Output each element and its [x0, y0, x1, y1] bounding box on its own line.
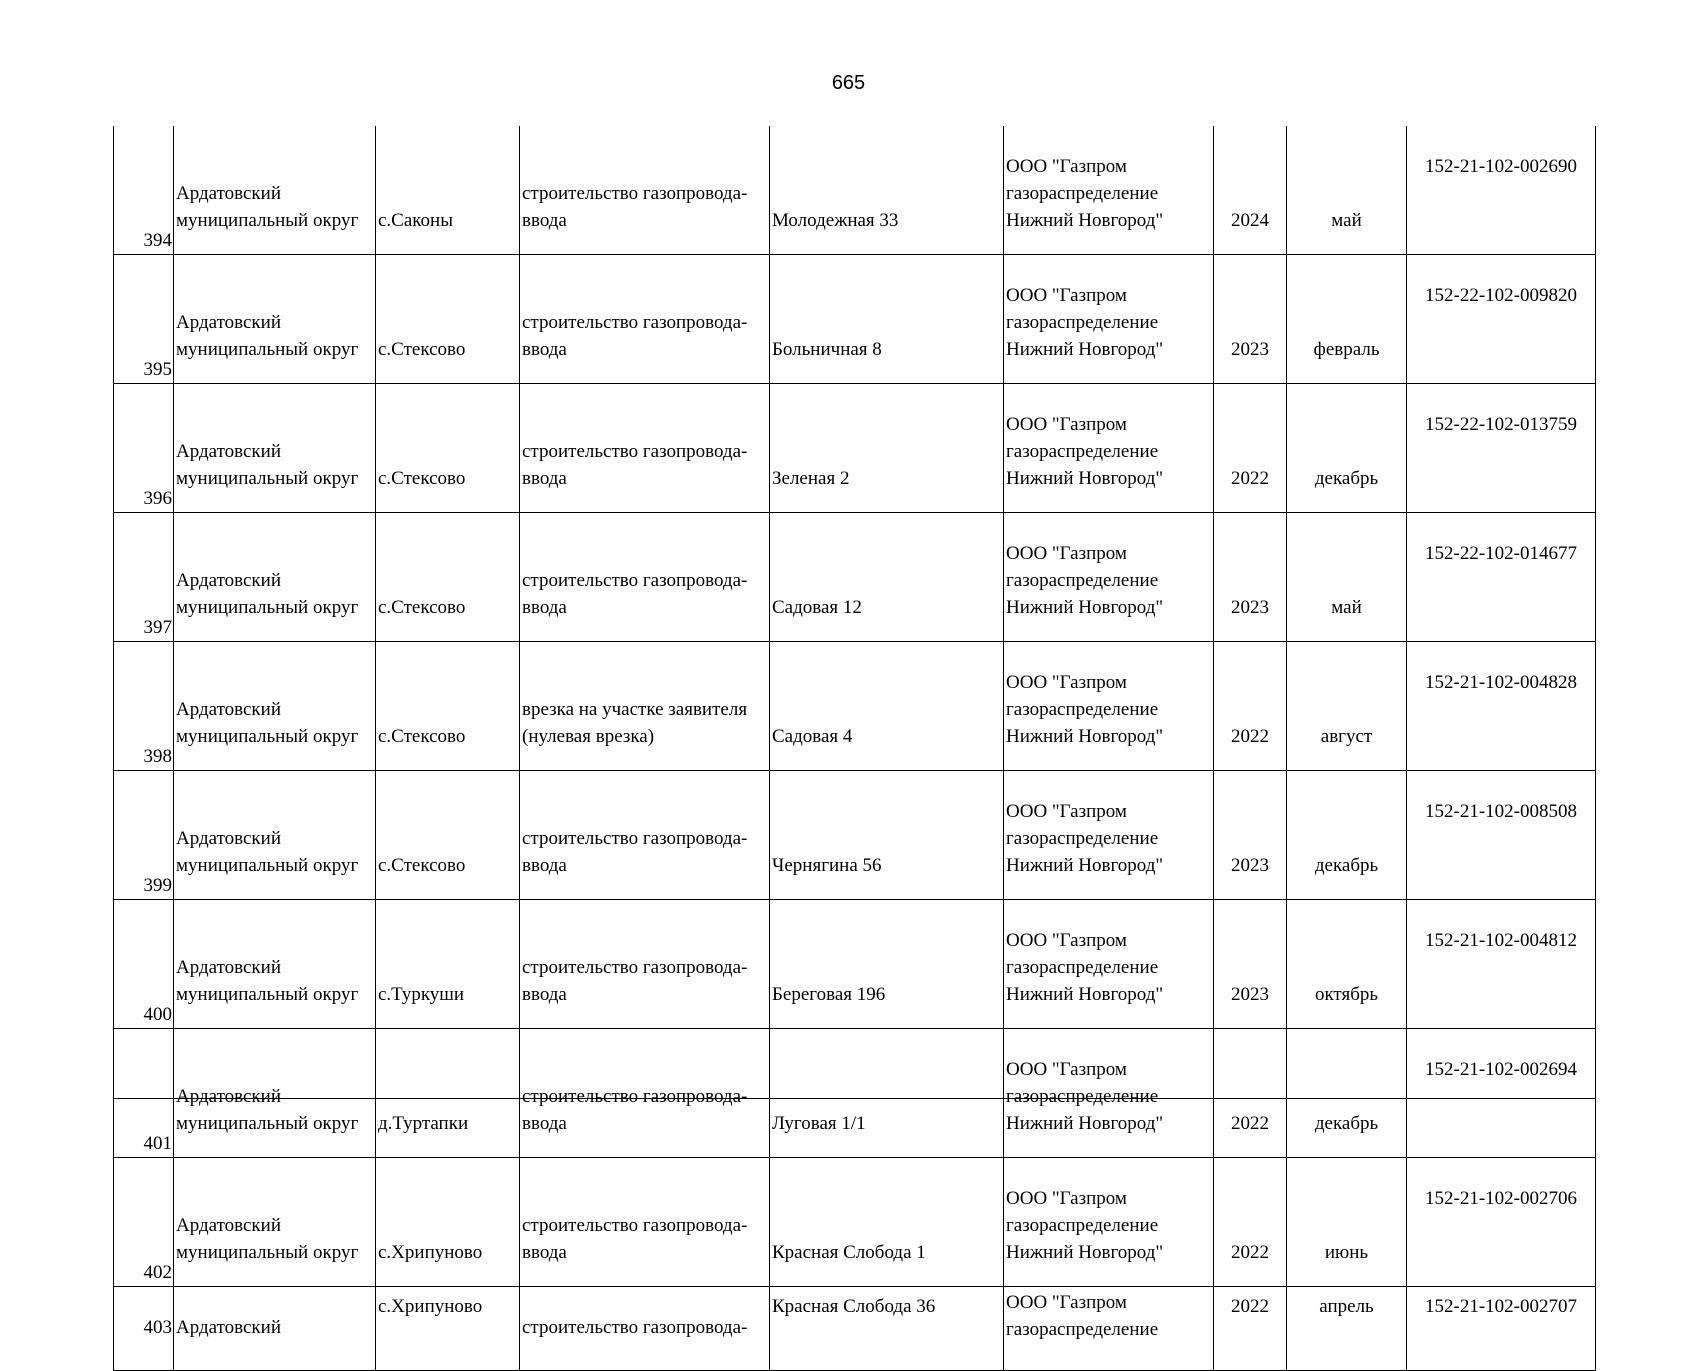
work-type-line-1: строительство газопровода- — [522, 1317, 748, 1338]
organization-line-1: ООО "Газпром — [1006, 801, 1127, 822]
table-row — [114, 513, 1596, 642]
work-type-cell — [520, 384, 770, 513]
table-row — [114, 384, 1596, 513]
application-code-cell: 152-21-102-004828 — [1407, 642, 1596, 771]
work-type-line-2: ввода — [522, 855, 567, 876]
organization-line-3: Нижний Новгород" — [1006, 339, 1164, 360]
address-cell: Молодежная 33 — [770, 126, 1004, 255]
organization-line-1: ООО "Газпром — [1006, 156, 1127, 177]
organization-cell — [1004, 513, 1214, 642]
organization-line-1: ООО "Газпром — [1006, 930, 1127, 951]
organization-line-2: газораспределение — [1006, 1319, 1159, 1340]
settlement-cell: с.Хрипуново — [376, 1287, 520, 1371]
address-cell: Береговая 196 — [770, 900, 1004, 1029]
year-cell: 2022 — [1214, 1287, 1287, 1371]
organization-line-3: Нижний Новгород" — [1006, 468, 1164, 489]
organization-cell — [1004, 1287, 1214, 1371]
month-cell: декабрь — [1287, 384, 1407, 513]
organization-cell — [1004, 255, 1214, 384]
work-type-cell — [520, 642, 770, 771]
row-number: 398 — [114, 642, 174, 771]
address-cell: Красная Слобода 36 — [770, 1287, 1004, 1371]
municipality-line-2: муниципальный округ — [176, 339, 359, 360]
municipality-line-2: муниципальный округ — [176, 468, 359, 489]
work-type-cell — [520, 771, 770, 900]
work-type-cell — [520, 126, 770, 255]
municipality-cell — [174, 900, 376, 1029]
page-number: 665 — [831, 72, 866, 94]
table-row — [114, 771, 1596, 900]
work-type-cell — [520, 900, 770, 1029]
work-type-line-2: ввода — [522, 1113, 567, 1134]
work-type-line-1: строительство газопровода- — [522, 957, 748, 978]
settlement-cell: с.Стексово — [376, 513, 520, 642]
municipality-line-1: Ардатовский — [176, 1215, 281, 1236]
organization-cell — [1004, 384, 1214, 513]
municipality-cell — [174, 126, 376, 255]
work-type-line-2: ввода — [522, 339, 567, 360]
table-row — [114, 1158, 1596, 1287]
organization-line-3: Нижний Новгород" — [1006, 1113, 1164, 1134]
municipality-line-2: муниципальный округ — [176, 1242, 359, 1263]
municipality-line-1: Ардатовский — [176, 828, 281, 849]
organization-line-3: Нижний Новгород" — [1006, 855, 1164, 876]
work-type-line-1: строительство газопровода- — [522, 1215, 748, 1236]
month-cell: май — [1287, 126, 1407, 255]
row-number: 399 — [114, 771, 174, 900]
settlement-cell: д.Туртапки — [376, 1029, 520, 1158]
work-type-cell — [520, 1287, 770, 1371]
data-table — [113, 126, 1596, 1371]
work-type-line-1: врезка на участке заявителя — [522, 699, 748, 720]
municipality-line-2: муниципальный округ — [176, 210, 359, 231]
organization-line-1: ООО "Газпром — [1006, 285, 1127, 306]
application-code-cell: 152-21-102-002706 — [1407, 1158, 1596, 1287]
month-cell: декабрь — [1287, 771, 1407, 900]
organization-cell — [1004, 642, 1214, 771]
settlement-cell: с.Саконы — [376, 126, 520, 255]
work-type-cell — [520, 513, 770, 642]
table-row — [114, 900, 1596, 1029]
address-cell: Чернягина 56 — [770, 771, 1004, 900]
row-number: 395 — [114, 255, 174, 384]
address-cell: Красная Слобода 1 — [770, 1158, 1004, 1287]
application-code-cell: 152-21-102-002707 — [1407, 1287, 1596, 1371]
municipality-line-2: муниципальный округ — [176, 1113, 359, 1134]
organization-line-2: газораспределение — [1006, 570, 1159, 591]
work-type-line-1: строительство газопровода- — [522, 570, 748, 591]
table-row — [114, 642, 1596, 771]
work-type-line-1: строительство газопровода- — [522, 1086, 748, 1107]
application-code-cell: 152-22-102-014677 — [1407, 513, 1596, 642]
settlement-cell: с.Хрипуново — [376, 1158, 520, 1287]
row-number: 394 — [114, 126, 174, 255]
settlement-cell: с.Стексово — [376, 255, 520, 384]
organization-line-2: газораспределение — [1006, 1215, 1159, 1236]
year-cell: 2023 — [1214, 771, 1287, 900]
row-number: 396 — [114, 384, 174, 513]
organization-line-1: ООО "Газпром — [1006, 1188, 1127, 1209]
municipality-line-1: Ардатовский — [176, 699, 281, 720]
municipality-line-2: муниципальный округ — [176, 726, 359, 747]
year-cell: 2022 — [1214, 642, 1287, 771]
organization-line-2: газораспределение — [1006, 312, 1159, 333]
municipality-cell — [174, 771, 376, 900]
organization-cell — [1004, 771, 1214, 900]
address-cell: Луговая 1/1 — [770, 1029, 1004, 1158]
municipality-line-1: Ардатовский — [176, 570, 281, 591]
year-cell: 2023 — [1214, 513, 1287, 642]
work-type-cell — [520, 255, 770, 384]
application-code-cell: 152-21-102-002694 — [1407, 1029, 1596, 1158]
year-cell: 2022 — [1214, 1158, 1287, 1287]
month-cell: октябрь — [1287, 900, 1407, 1029]
organization-line-3: Нижний Новгород" — [1006, 726, 1164, 747]
municipality-cell — [174, 642, 376, 771]
organization-line-2: газораспределение — [1006, 183, 1159, 204]
address-cell: Зеленая 2 — [770, 384, 1004, 513]
organization-line-3: Нижний Новгород" — [1006, 1242, 1164, 1263]
municipality-line-1: Ардатовский — [176, 1317, 281, 1338]
settlement-cell: с.Стексово — [376, 642, 520, 771]
organization-line-1: ООО "Газпром — [1006, 1059, 1127, 1080]
work-type-line-1: строительство газопровода- — [522, 183, 748, 204]
municipality-cell — [174, 1158, 376, 1287]
table-row — [114, 1029, 1596, 1158]
row-number: 400 — [114, 900, 174, 1029]
work-type-line-2: ввода — [522, 210, 567, 231]
table-row — [114, 255, 1596, 384]
application-code-cell: 152-22-102-009820 — [1407, 255, 1596, 384]
settlement-cell: с.Туркуши — [376, 900, 520, 1029]
address-cell: Больничная 8 — [770, 255, 1004, 384]
municipality-line-2: муниципальный округ — [176, 597, 359, 618]
municipality-line-1: Ардатовский — [176, 312, 281, 333]
table-row — [114, 1287, 1596, 1371]
address-cell: Садовая 4 — [770, 642, 1004, 771]
organization-line-2: газораспределение — [1006, 699, 1159, 720]
work-type-line-2: ввода — [522, 1242, 567, 1263]
application-code-cell: 152-22-102-013759 — [1407, 384, 1596, 513]
work-type-line-1: строительство газопровода- — [522, 312, 748, 333]
organization-line-3: Нижний Новгород" — [1006, 210, 1164, 231]
work-type-line-1: строительство газопровода- — [522, 828, 748, 849]
year-cell: 2023 — [1214, 900, 1287, 1029]
organization-line-1: ООО "Газпром — [1006, 414, 1127, 435]
work-type-line-2: (нулевая врезка) — [522, 726, 655, 747]
work-type-line-2: ввода — [522, 597, 567, 618]
month-cell: май — [1287, 513, 1407, 642]
municipality-line-2: муниципальный округ — [176, 855, 359, 876]
municipality-cell — [174, 513, 376, 642]
organization-cell — [1004, 900, 1214, 1029]
organization-line-2: газораспределение — [1006, 441, 1159, 462]
organization-cell — [1004, 1158, 1214, 1287]
settlement-cell: с.Стексово — [376, 384, 520, 513]
month-cell: февраль — [1287, 255, 1407, 384]
municipality-line-1: Ардатовский — [176, 1086, 281, 1107]
table-body — [114, 126, 1596, 1371]
organization-cell — [1004, 1029, 1214, 1158]
table-row — [114, 126, 1596, 255]
municipality-line-1: Ардатовский — [176, 441, 281, 462]
year-cell: 2022 — [1214, 1029, 1287, 1158]
address-cell: Садовая 12 — [770, 513, 1004, 642]
month-cell: декабрь — [1287, 1029, 1407, 1158]
application-code-cell: 152-21-102-004812 — [1407, 900, 1596, 1029]
work-type-line-2: ввода — [522, 468, 567, 489]
month-cell: август — [1287, 642, 1407, 771]
work-type-cell — [520, 1029, 770, 1158]
work-type-cell — [520, 1158, 770, 1287]
row-number: 401 — [114, 1029, 174, 1158]
municipality-cell — [174, 384, 376, 513]
organization-line-1: ООО "Газпром — [1006, 543, 1127, 564]
organization-line-2: газораспределение — [1006, 828, 1159, 849]
application-code-cell: 152-21-102-008508 — [1407, 771, 1596, 900]
work-type-line-1: строительство газопровода- — [522, 441, 748, 462]
municipality-cell — [174, 255, 376, 384]
organization-line-1: ООО "Газпром — [1006, 672, 1127, 693]
gas-connection-table — [113, 126, 1595, 1340]
row-number: 402 — [114, 1158, 174, 1287]
organization-cell — [1004, 126, 1214, 255]
year-cell: 2024 — [1214, 126, 1287, 255]
row-number: 403 — [114, 1287, 174, 1371]
year-cell: 2022 — [1214, 384, 1287, 513]
municipality-line-1: Ардатовский — [176, 183, 281, 204]
year-cell: 2023 — [1214, 255, 1287, 384]
organization-line-2: газораспределение — [1006, 957, 1159, 978]
municipality-cell — [174, 1287, 376, 1371]
municipality-line-2: муниципальный округ — [176, 984, 359, 1005]
organization-line-3: Нижний Новгород" — [1006, 984, 1164, 1005]
municipality-line-1: Ардатовский — [176, 957, 281, 978]
work-type-line-2: ввода — [522, 984, 567, 1005]
organization-line-3: Нижний Новгород" — [1006, 597, 1164, 618]
month-cell: июнь — [1287, 1158, 1407, 1287]
application-code-cell: 152-21-102-002690 — [1407, 126, 1596, 255]
municipality-cell — [174, 1029, 376, 1158]
row-number: 397 — [114, 513, 174, 642]
organization-line-1: ООО "Газпром — [1006, 1292, 1127, 1313]
settlement-cell: с.Стексово — [376, 771, 520, 900]
organization-line-2: газораспределение — [1006, 1086, 1159, 1107]
month-cell: апрель — [1287, 1287, 1407, 1371]
